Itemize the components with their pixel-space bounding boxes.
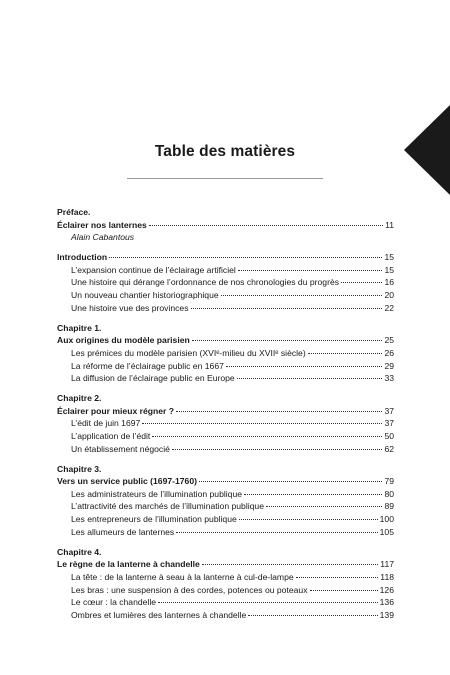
toc-entry[interactable] xyxy=(57,584,394,597)
dot-leader xyxy=(226,366,383,367)
dot-leader xyxy=(152,436,382,437)
toc-entry-text: La diffusion de l’éclairage public en Europe xyxy=(71,373,235,384)
toc-entry[interactable] xyxy=(57,430,394,443)
toc-entry-text: L’application de l’édit xyxy=(71,431,151,441)
toc-entry-text: Un nouveau chantier historiographique xyxy=(71,290,219,301)
toc-entry-text: La tête : de la lanterne à seau à la lanterne à cul-de-lampe xyxy=(71,571,294,582)
page-number: 117 xyxy=(380,559,394,570)
page-number: 20 xyxy=(384,290,394,301)
toc-section-chapter-1 xyxy=(57,322,394,385)
page-number: 100 xyxy=(379,514,394,525)
page-number: 62 xyxy=(384,443,394,454)
toc-entry-text: Un établissement négocié xyxy=(71,443,170,454)
dot-leader xyxy=(237,378,383,379)
dot-leader xyxy=(308,353,383,354)
dot-leader xyxy=(199,481,382,482)
toc-entry[interactable] xyxy=(57,372,394,385)
toc-heading: Éclairer pour mieux régner ? xyxy=(57,405,175,416)
toc-entry-text: Une histoire vue des provinces xyxy=(71,302,189,313)
dot-leader xyxy=(238,270,383,271)
page-number: 26 xyxy=(384,347,394,358)
toc-section-chapter-2 xyxy=(57,392,394,455)
toc-heading: Introduction xyxy=(57,252,108,263)
page-number: 29 xyxy=(384,360,394,371)
toc-heading-row[interactable] xyxy=(57,334,394,347)
page-number: 89 xyxy=(384,501,394,512)
toc-entry[interactable] xyxy=(57,596,394,609)
toc-heading-row[interactable] xyxy=(57,251,394,264)
toc-entry[interactable] xyxy=(57,443,394,456)
dot-leader xyxy=(176,411,382,412)
toc-entry-text: Les allumeurs de lanternes xyxy=(71,526,175,537)
page-number: 136 xyxy=(379,597,394,608)
toc-entry-text: La réforme de l’éclairage public en 1667 xyxy=(71,360,224,371)
page-number: 16 xyxy=(384,277,394,288)
toc-section-chapter-4 xyxy=(57,546,394,622)
dot-leader xyxy=(221,295,383,296)
page-number: 37 xyxy=(384,418,394,429)
chapter-label: Chapitre 1. xyxy=(57,322,102,333)
table-of-contents xyxy=(57,206,394,621)
dot-leader xyxy=(158,602,378,603)
dot-leader xyxy=(191,308,383,309)
toc-entry[interactable] xyxy=(57,571,394,584)
toc-heading-row[interactable] xyxy=(57,558,394,571)
toc-entry-text: L’attractivité des marchés de l’illumination publique xyxy=(71,501,264,512)
page-number: 139 xyxy=(379,609,394,620)
page-number: 11 xyxy=(385,219,394,230)
toc-entry-text: Les entrepreneurs de l’illumination publique xyxy=(71,514,237,525)
toc-entry-text: L’expansion continue de l’éclairage artificiel xyxy=(71,264,236,275)
dot-leader xyxy=(296,577,379,578)
dot-leader xyxy=(239,519,378,520)
toc-entry-text: Le cœur : la chandelle xyxy=(71,597,157,608)
preface-author: Alain Cabantous xyxy=(71,232,135,243)
page-number: 37 xyxy=(384,405,394,416)
chapter-label: Chapitre 2. xyxy=(57,393,102,404)
dot-leader xyxy=(310,590,378,591)
page-number: 15 xyxy=(384,264,394,275)
toc-heading: Vers un service public (1697-1760) xyxy=(57,476,197,487)
dot-leader xyxy=(341,282,382,283)
toc-heading: Aux origines du modèle parisien xyxy=(57,335,190,346)
section-label: Préface. xyxy=(57,207,91,217)
toc-entry-text: Les bras : une suspension à des cordes, potences ou poteaux xyxy=(71,584,308,595)
dot-leader xyxy=(109,257,382,258)
toc-entry-text: Ombres et lumières des lanternes à chandelle xyxy=(71,609,247,620)
dot-leader xyxy=(248,615,377,616)
dot-leader xyxy=(266,506,382,507)
toc-entry-text: Les prémices du modèle parisien (XVIᵉ-milieu du XVIIᵉ siècle) xyxy=(71,347,306,358)
toc-heading-row[interactable] xyxy=(57,475,394,488)
toc-heading: Le règne de la lanterne à chandelle xyxy=(57,559,200,570)
toc-entry[interactable] xyxy=(57,417,394,430)
page-number: 118 xyxy=(380,571,394,582)
toc-heading-row[interactable] xyxy=(57,219,394,232)
toc-entry-text: Les administrateurs de l’illumination publique xyxy=(71,488,243,499)
toc-entry[interactable] xyxy=(57,500,394,513)
toc-section-chapter-3 xyxy=(57,463,394,539)
toc-section-preface xyxy=(57,206,394,244)
page-number: 15 xyxy=(384,252,394,263)
dot-leader xyxy=(244,494,382,495)
toc-entry[interactable] xyxy=(57,609,394,622)
dot-leader xyxy=(176,532,377,533)
dot-leader xyxy=(142,423,382,424)
toc-entry[interactable] xyxy=(57,289,394,302)
toc-entry-text: Une histoire qui dérange l’ordonnance de nos chronologies du progrès xyxy=(71,277,340,288)
chapter-label: Chapitre 3. xyxy=(57,463,102,474)
toc-entry[interactable] xyxy=(57,488,394,501)
toc-entry-text: L’édit de juin 1697 xyxy=(71,418,141,429)
page-title: Table des matières xyxy=(154,143,296,160)
dot-leader xyxy=(172,449,383,450)
dot-leader xyxy=(202,564,378,565)
title-divider xyxy=(127,178,323,179)
dot-leader xyxy=(192,340,383,341)
chapter-label: Chapitre 4. xyxy=(57,546,102,557)
toc-entry[interactable] xyxy=(57,302,394,315)
toc-entry[interactable] xyxy=(57,360,394,373)
toc-entry[interactable] xyxy=(57,513,394,526)
toc-entry[interactable] xyxy=(57,347,394,360)
page-number: 22 xyxy=(384,302,394,313)
dot-leader xyxy=(149,225,383,226)
toc-entry[interactable] xyxy=(57,264,394,277)
toc-entry[interactable] xyxy=(57,526,394,539)
page-number: 80 xyxy=(384,488,394,499)
toc-heading-row[interactable] xyxy=(57,405,394,418)
page-number: 33 xyxy=(384,373,394,384)
page-number: 79 xyxy=(384,476,394,487)
page-number: 25 xyxy=(384,335,394,346)
page-number: 105 xyxy=(379,526,394,537)
toc-section-introduction xyxy=(57,251,394,314)
toc-entry[interactable] xyxy=(57,276,394,289)
page-number: 50 xyxy=(384,431,394,441)
toc-heading: Éclairer nos lanternes xyxy=(57,219,147,230)
page-number: 126 xyxy=(379,584,394,595)
